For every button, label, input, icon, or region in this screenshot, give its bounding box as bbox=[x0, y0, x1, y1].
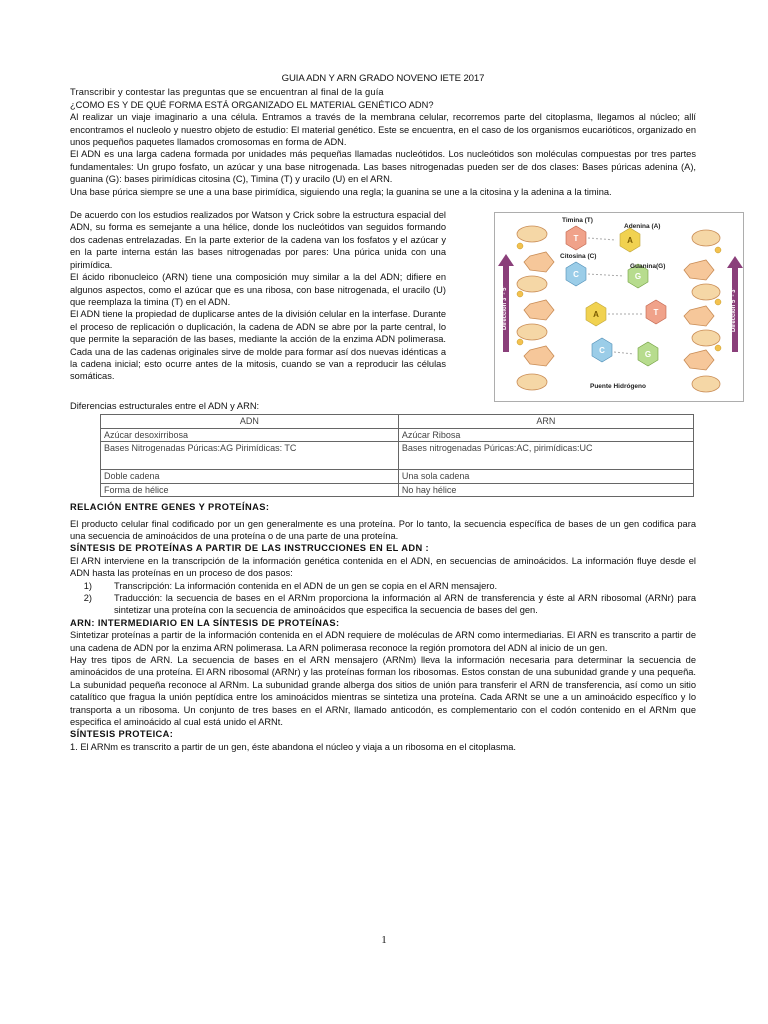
sintesis-adn-paragraph: El ARN interviene en la transcripción de la información genética contenida en el ADN, en secuencias de aminoácidos. La información fluye desde el ADN hasta las proteínas en un proceso de dos pasos: bbox=[70, 555, 696, 579]
direction-left-label: Dirección 3' - 5' bbox=[502, 286, 508, 331]
table-cell: Bases nitrogenadas Púricas:AC, pirimídicas:UC bbox=[398, 442, 693, 470]
sintesis-adn-heading: SÍNTESIS DE PROTEÍNAS A PARTIR DE LAS INSTRUCCIONES EN EL ADN : bbox=[70, 543, 430, 554]
table-cell: Azúcar Ribosa bbox=[398, 428, 693, 441]
text-figure-block bbox=[70, 209, 737, 400]
document-page bbox=[70, 73, 737, 753]
question-heading: ¿COMO ES Y DE QUÉ FORMA ESTÁ ORGANIZADO EL MATERIAL GENÉTICO ADN? bbox=[70, 99, 434, 110]
arn-paragraph: El ácido ribonucleico (ARN) tiene una composición muy similar a la del ADN; difiere en algunos aspectos, como el azúcar que es una ribosa, con base nitrogenada, el uracilo (U) que reemplaza la timina (T) en el ADN. bbox=[70, 272, 446, 307]
list-number: 2) bbox=[83, 592, 92, 603]
dna-structure-figure bbox=[494, 212, 744, 400]
steps-list bbox=[70, 580, 696, 617]
base-t-1: T bbox=[573, 234, 579, 244]
table-row bbox=[101, 483, 694, 496]
table-cell: Una sola cadena bbox=[398, 470, 693, 483]
base-a-2: A bbox=[593, 310, 599, 320]
table-row bbox=[101, 470, 694, 483]
comparison-table bbox=[100, 414, 694, 497]
wrapped-text bbox=[70, 209, 446, 400]
table-header-row bbox=[101, 415, 694, 428]
instruction-line: Transcribir y contestar las preguntas que se encuentran al final de la guía bbox=[70, 87, 384, 98]
intermediario-paragraph-1: Sintetizar proteínas a partir de la información contenida en el ADN requiere de moléculas de ARN como intermediarias. El ARN es transcrito a partir de una cadena de ADN por la enzima ARN polimerasa. La ARN polimerasa reconoce la región promotora del ADN al inicio de un gen. bbox=[70, 630, 696, 653]
sintesis-proteica-paragraph: 1. El ARNm es transcrito a partir de un gen, éste abandona el núcleo y viaja a un ribosoma en el citoplasma. bbox=[70, 741, 516, 752]
diferencias-label: Diferencias estructurales entre el ADN y ARN: bbox=[70, 401, 260, 412]
table-cell: Doble cadena bbox=[101, 470, 399, 483]
intro-paragraph: Al realizar un viaje imaginario a una célula. Entramos a través de la membrana celular, recorremos parte del citoplasma, llegamos al núcleo; allí encontramos el nucleolo y nuestro objeto de estudio: El material genético. Este se encuentra, en el caso de los organismos eucarióticos, organizado en unos pequeños paquetes llamados cromosomas en forma de ADN. bbox=[70, 112, 696, 148]
base-a-1: A bbox=[627, 236, 633, 246]
base-rule-paragraph: Una base púrica siempre se une a una base pirimídica, siguiendo una regla; la guanina se une a la citosina y la adenina a la timina. bbox=[70, 186, 612, 197]
label-timina: Timina (T) bbox=[562, 217, 593, 225]
list-item bbox=[70, 592, 696, 617]
list-text: Traducción: la secuencia de bases en el ARNm proporciona la información al ARN de transferencia y éste al ARN ribosomal (ARNr) para sintetizar una proteína con la secuencia de aminoácidos que especifica la secuencia de bases del gen. bbox=[114, 592, 696, 616]
label-puente-hidrogeno: Puente Hidrógeno bbox=[590, 383, 646, 391]
table-cell: Bases Nitrogenadas Púricas:AG Pirimídicas: TC bbox=[101, 442, 399, 470]
list-item bbox=[70, 580, 696, 592]
table-header-adn: ADN bbox=[101, 415, 399, 428]
table-row bbox=[101, 442, 694, 470]
table-cell: Azúcar desoxirribosa bbox=[101, 428, 399, 441]
label-citosina: Citosina (C) bbox=[560, 253, 597, 261]
intermediario-heading: ARN: INTERMEDIARIO EN LA SÍNTESIS DE PROTEÍNAS: bbox=[70, 617, 340, 628]
intermediario-paragraph-2: Hay tres tipos de ARN. La secuencia de bases en el ARN mensajero (ARNm) lleva la información necesaria para determinar la secuencia de aminoácidos de una proteína. El ARN ribosomal (ARNr) y las proteínas forman los ribosomas. Estos constan de una subunidad grande y una pequeña. La subunidad pequeña reconoce al ARNm. La subunidad grande alberga dos sitios de unión para transferir el ARN de transferencia, así como un sitio catalítico que fragua la unión peptídica entre los aminoácidos mientras se sintetiza una proteína. Cada ARNt se une a un aminoácido específico y lo transporta a un ribosoma. Un conjunto de tres bases en el ARNr, llamado anticodón, es complementario con el codón contenido en el ARNm que especifica el aminoácido al cual está unido el ARNt. bbox=[70, 654, 696, 727]
document-title: GUIA ADN Y ARN GRADO NOVENO IETE 2017 bbox=[281, 73, 485, 84]
table-cell: Forma de hélice bbox=[101, 483, 399, 496]
base-t-2: T bbox=[653, 308, 659, 318]
label-adenina: Adenina (A) bbox=[624, 223, 661, 231]
base-g-1: G bbox=[634, 272, 642, 282]
base-c-2: C bbox=[599, 346, 605, 356]
adn-paragraph: El ADN es una larga cadena formada por unidades más pequeñas llamadas nucleótidos. Los nucleótidos son moléculas compuestas por tres partes fundamentales: Un grupo fosfato, un azúcar y una base nitrogenada. Las bases nitrogenadas pueden ser de dos clases: Bases púricas adenina (A), guanina (G): bases pirimídicas citosina (C), Timina (T) y uracilo (U) en el ARN. bbox=[70, 149, 696, 185]
sintesis-proteica-heading: SÍNTESIS PROTEICA: bbox=[70, 729, 174, 740]
list-number: 1) bbox=[83, 580, 92, 591]
list-text: Transcripción: La información contenida en el ADN de un gen se copia en el ARN mensajero. bbox=[114, 580, 498, 591]
watson-crick-paragraph: De acuerdo con los estudios realizados por Watson y Crick sobre la estructura espacial del ADN, su forma es semejante a una hélice, donde los nucleótidos van seguidos formando dos cadenas entrelazadas. En la parte exterior de la cadena van los fosfatos y el azúcar y en la parte interna están las bases nitrogenadas por pares: Una púrica unida con una pirimídica. bbox=[70, 210, 446, 270]
table-row bbox=[101, 428, 694, 441]
table-header-arn: ARN bbox=[398, 415, 693, 428]
relacion-paragraph: El producto celular final codificado por un gen generalmente es una proteína. Por lo tanto, la secuencia específica de bases de un gen codifica para una secuencia de aminoácidos de una proteína o de una parte de una proteína. bbox=[70, 518, 696, 541]
table-cell: No hay hélice bbox=[398, 483, 693, 496]
base-c-1: C bbox=[573, 270, 579, 280]
replication-paragraph: El ADN tiene la propiedad de duplicarse antes de la división celular en la interfase. Durante el proceso de replicación o duplicación, la cadena de ADN se abre por la parte central, lo que permite la separación de las bases, mediante la acción de la enzima ADN polimerasa. Cada una de las cadenas originales sirve de molde para formar así dos nuevas idénticas a la cadena inicial; esto ocurre antes de la mitosis, cuando se van a reproducir las células somáticas. bbox=[70, 309, 446, 382]
base-g-2: G bbox=[644, 350, 652, 360]
dna-diagram bbox=[494, 212, 744, 402]
direction-right-label: Dirección 5' - 3' bbox=[731, 288, 737, 333]
relacion-heading: RELACIÓN ENTRE GENES Y PROTEÍNAS: bbox=[70, 502, 270, 513]
label-guanina: Guanina(G) bbox=[630, 263, 666, 271]
page-number: 1 bbox=[381, 934, 387, 946]
